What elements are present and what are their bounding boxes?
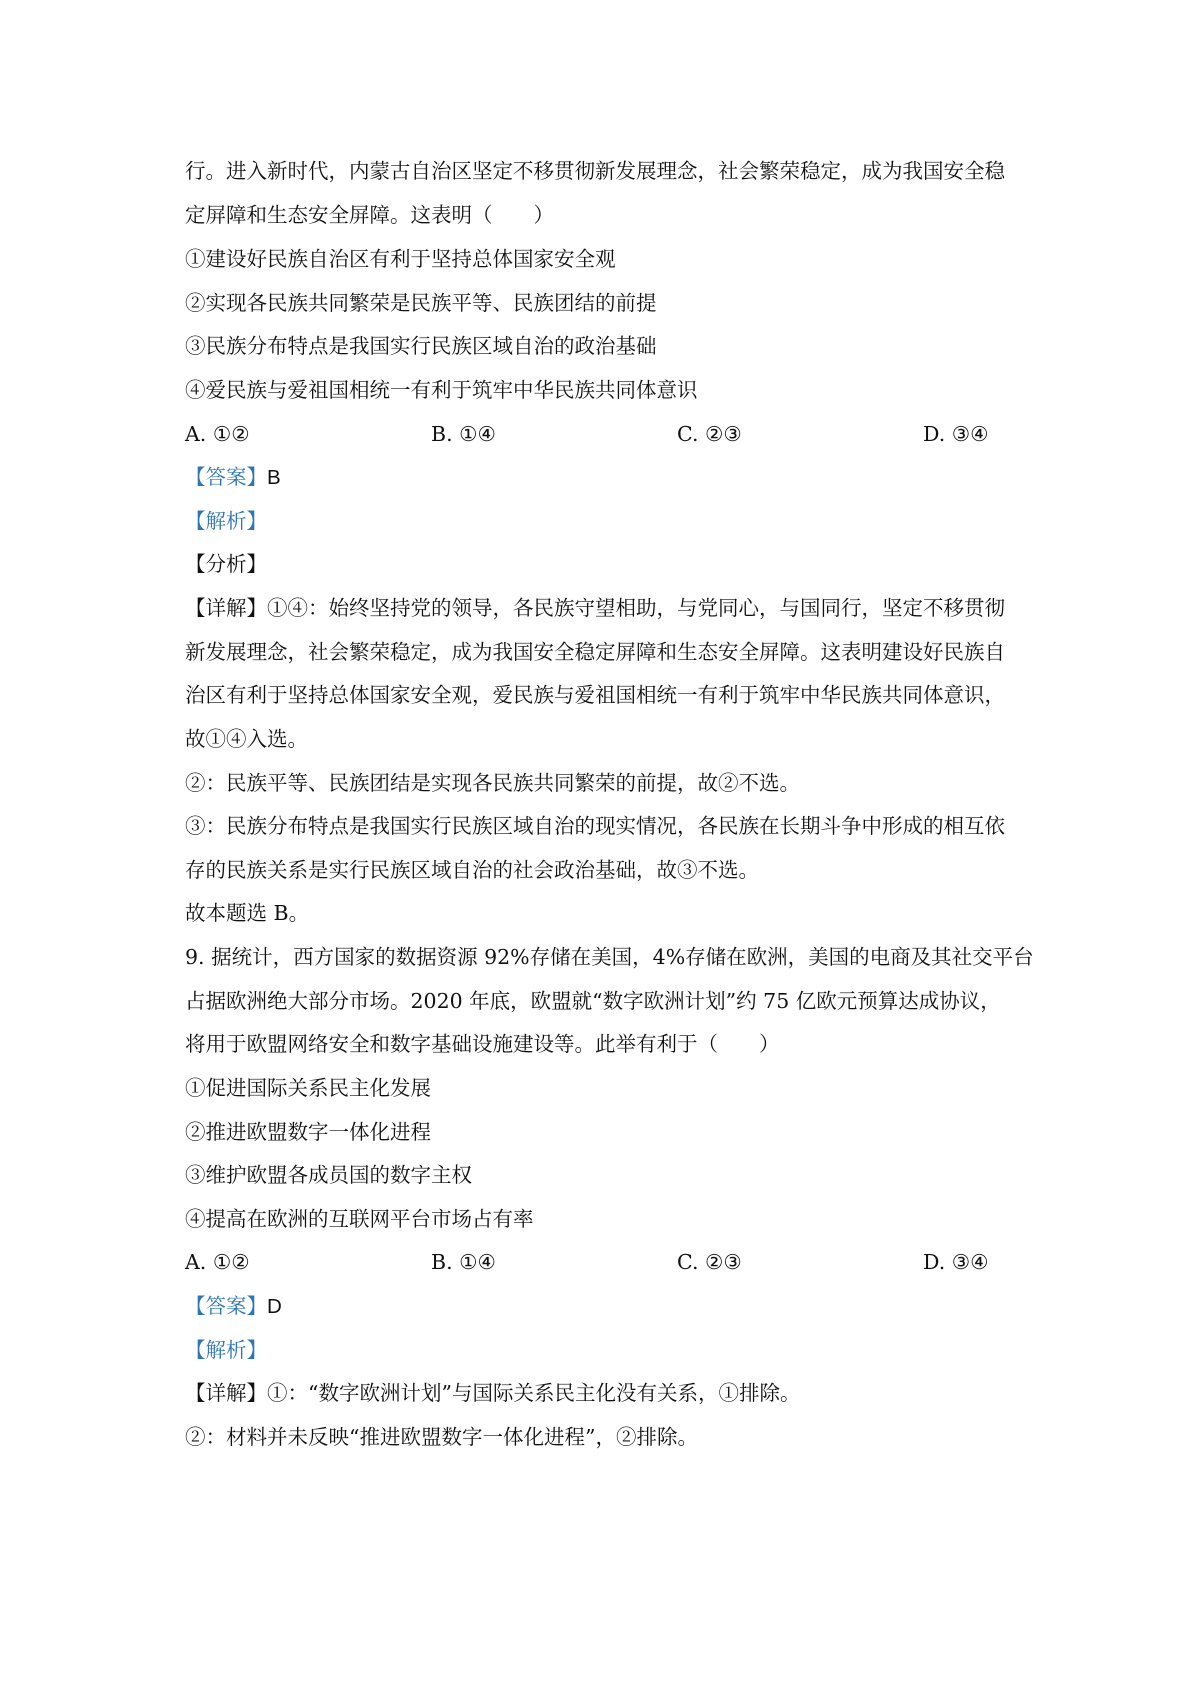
- q8-option-d: D. ③④: [923, 422, 989, 446]
- q9-option-c: C. ②③: [677, 1250, 742, 1274]
- q9-option-b: B. ①④: [431, 1250, 496, 1274]
- q9-detail-text-1: ①：“数字欧洲计划”与国际关系民主化没有关系，①排除。: [267, 1381, 801, 1405]
- q8-detail-line-5: ②：民族平等、民族团结是实现各民族共同繁荣的前提，故②不选。: [185, 771, 800, 795]
- q9-analysis-label: 【解析】: [185, 1338, 267, 1362]
- q9-statement-4: ④提高在欧洲的互联网平台市场占有率: [185, 1207, 534, 1231]
- q8-answer-label: 【答案】: [185, 465, 267, 489]
- q8-fenxi-label: 【分析】: [185, 552, 267, 576]
- q8-option-b: B. ①④: [431, 422, 496, 446]
- q8-option-c: C. ②③: [677, 422, 742, 446]
- q8-conclusion: 故本题选 B。: [185, 901, 310, 925]
- q8-answer: [185, 462, 1025, 493]
- q9-statement-2: ②推进欧盟数字一体化进程: [185, 1120, 431, 1144]
- q9-option-a: A. ①②: [185, 1250, 250, 1274]
- q8-detail-label: 【详解】: [185, 596, 267, 620]
- q8-analysis-label: 【解析】: [185, 509, 267, 533]
- q8-stem-line-1: 行。进入新时代，内蒙古自治区坚定不移贯彻新发展理念，社会繁荣稳定，成为我国安全稳: [185, 159, 1005, 183]
- q8-statement-3: ③民族分布特点是我国实行民族区域自治的政治基础: [185, 334, 657, 358]
- q9-answer-value: D: [267, 1295, 282, 1318]
- q9-detail-label: 【详解】: [185, 1381, 267, 1405]
- q8-detail-line-2: 新发展理念，社会繁荣稳定，成为我国安全稳定屏障和生态安全屏障。这表明建设好民族自: [185, 640, 1005, 664]
- q9-answer: [185, 1291, 1025, 1322]
- q8-stem-line-2: 定屏障和生态安全屏障。这表明（ ）: [185, 203, 554, 227]
- q9-detail-line-1: [185, 1378, 1025, 1408]
- q8-detail-line-3: 治区有利于坚持总体国家安全观，爱民族与爱祖国相统一有利于筑牢中华民族共同体意识，: [185, 683, 1005, 707]
- q9-stem-line-3: 将用于欧盟网络安全和数字基础设施建设等。此举有利于（ ）: [185, 1032, 780, 1056]
- q9-option-d: D. ③④: [923, 1250, 989, 1274]
- q8-statement-2: ②实现各民族共同繁荣是民族平等、民族团结的前提: [185, 291, 657, 315]
- q8-detail-line-7: 存的民族关系是实行民族区域自治的社会政治基础，故③不选。: [185, 858, 759, 882]
- q8-detail-text-1: ①④：始终坚持党的领导，各民族守望相助，与党同心，与国同行，坚定不移贯彻: [267, 596, 1005, 620]
- q9-answer-label: 【答案】: [185, 1294, 267, 1318]
- q9-statement-1: ①促进国际关系民主化发展: [185, 1076, 431, 1100]
- q8-statement-4: ④爱民族与爱祖国相统一有利于筑牢中华民族共同体意识: [185, 378, 698, 402]
- q8-statement-1: ①建设好民族自治区有利于坚持总体国家安全观: [185, 247, 616, 271]
- q8-detail-line-1: [185, 593, 1025, 623]
- q8-answer-value: B: [267, 466, 281, 489]
- q9-detail-line-2: ②：材料并未反映“推进欧盟数字一体化进程”，②排除。: [185, 1425, 698, 1449]
- q8-detail-line-6: ③：民族分布特点是我国实行民族区域自治的现实情况，各民族在长期斗争中形成的相互依: [185, 814, 1005, 838]
- q9-stem-line-2: 占据欧洲绝大部分市场。2020 年底，欧盟就“数字欧洲计划”约 75 亿欧元预算达成协议，: [185, 989, 1001, 1013]
- q9-statement-3: ③维护欧盟各成员国的数字主权: [185, 1163, 472, 1187]
- q8-detail-line-4: 故①④入选。: [185, 727, 308, 751]
- q8-option-a: A. ①②: [185, 422, 250, 446]
- q9-stem-line-1: 9. 据统计，西方国家的数据资源 92%存储在美国，4%存储在欧洲，美国的电商及其社交平台: [185, 945, 1034, 969]
